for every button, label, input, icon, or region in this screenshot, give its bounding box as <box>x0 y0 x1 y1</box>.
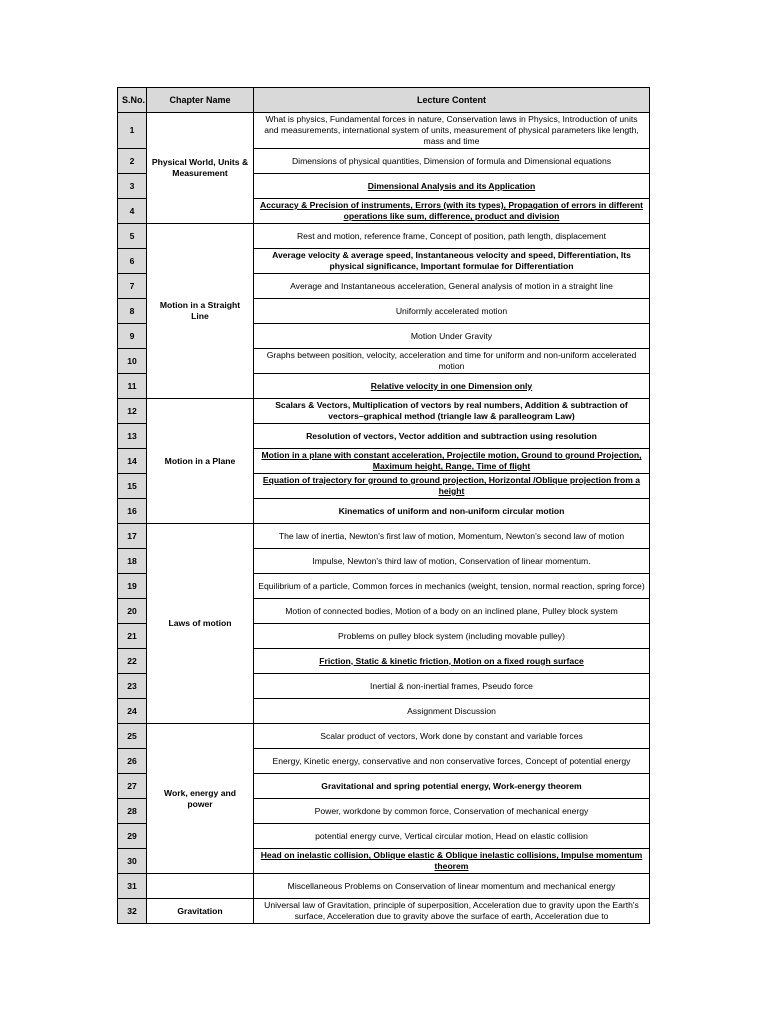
lecture-content: Scalars & Vectors, Multiplication of vectors by real numbers, Addition & subtraction of vectors–graphical method (triangle law & paralleogram Law) <box>254 399 650 424</box>
serial-number: 2 <box>118 149 147 174</box>
lecture-content: Miscellaneous Problems on Conservation of linear momentum and mechanical energy <box>254 874 650 899</box>
serial-number: 17 <box>118 524 147 549</box>
serial-number: 8 <box>118 299 147 324</box>
lecture-content: Problems on pulley block system (including movable pulley) <box>254 624 650 649</box>
serial-number: 22 <box>118 649 147 674</box>
serial-number: 3 <box>118 174 147 199</box>
lecture-content: Motion in a plane with constant acceleration, Projectile motion, Ground to ground Projection, Maximum height, Range, Time of flight <box>254 449 650 474</box>
serial-number: 30 <box>118 849 147 874</box>
serial-number: 1 <box>118 113 147 149</box>
lecture-content: Equilibrium of a particle, Common forces in mechanics (weight, tension, normal reaction, spring force) <box>254 574 650 599</box>
serial-number: 29 <box>118 824 147 849</box>
lecture-content: Power, workdone by common force, Conservation of mechanical energy <box>254 799 650 824</box>
serial-number: 13 <box>118 424 147 449</box>
serial-number: 20 <box>118 599 147 624</box>
serial-number: 24 <box>118 699 147 724</box>
lecture-content: Graphs between position, velocity, acceleration and time for uniform and non-uniform accelerated motion <box>254 349 650 374</box>
table-header <box>118 88 650 113</box>
lecture-content: Impulse, Newton's third law of motion, Conservation of linear momentum. <box>254 549 650 574</box>
lecture-content: Scalar product of vectors, Work done by constant and variable forces <box>254 724 650 749</box>
lecture-content: potential energy curve, Vertical circular motion, Head on elastic collision <box>254 824 650 849</box>
table-body <box>118 113 650 924</box>
lecture-content: Relative velocity in one Dimension only <box>254 374 650 399</box>
chapter-name: Work, energy and power <box>147 724 254 874</box>
serial-number: 5 <box>118 224 147 249</box>
lecture-content: The law of inertia, Newton's first law of motion, Momentum, Newton's second law of motion <box>254 524 650 549</box>
lecture-content: Average and Instantaneous acceleration, General analysis of motion in a straight line <box>254 274 650 299</box>
lecture-content: Rest and motion, reference frame, Concept of position, path length, displacement <box>254 224 650 249</box>
lecture-content: Friction, Static & kinetic friction, Motion on a fixed rough surface <box>254 649 650 674</box>
serial-number: 10 <box>118 349 147 374</box>
serial-number: 26 <box>118 749 147 774</box>
chapter-name: Motion in a Plane <box>147 399 254 524</box>
lecture-content: Resolution of vectors, Vector addition and subtraction using resolution <box>254 424 650 449</box>
serial-number: 18 <box>118 549 147 574</box>
lecture-content: Head on inelastic collision, Oblique elastic & Oblique inelastic collisions, Impulse momentum theorem <box>254 849 650 874</box>
serial-number: 12 <box>118 399 147 424</box>
lecture-content: Universal law of Gravitation, principle of superposition, Acceleration due to gravity upon the Earth's surface, Acceleration due to gravity above the surface of earth, Acceleration due to <box>254 899 650 924</box>
chapter-name: Gravitation <box>147 899 254 924</box>
table-row <box>118 524 650 549</box>
header-lecture-content: Lecture Content <box>254 88 650 113</box>
lecture-content: Uniformly accelerated motion <box>254 299 650 324</box>
table-row <box>118 724 650 749</box>
chapter-name: Motion in a Straight Line <box>147 224 254 399</box>
lecture-content: Accuracy & Precision of instruments, Errors (with its types), Propagation of errors in different operations like sum, difference, product and division <box>254 199 650 224</box>
header-row <box>118 88 650 113</box>
lecture-content: Inertial & non-inertial frames, Pseudo force <box>254 674 650 699</box>
chapter-name: Laws of motion <box>147 524 254 724</box>
serial-number: 31 <box>118 874 147 899</box>
serial-number: 27 <box>118 774 147 799</box>
table-row <box>118 399 650 424</box>
serial-number: 4 <box>118 199 147 224</box>
lecture-content: Equation of trajectory for ground to ground projection, Horizontal /Oblique projection from a height <box>254 474 650 499</box>
serial-number: 9 <box>118 324 147 349</box>
lecture-content: What is physics, Fundamental forces in nature, Conservation laws in Physics, Introduction of units and measurements, international system of units, measurement of physical parameters like length, mass and time <box>254 113 650 149</box>
table-row <box>118 224 650 249</box>
lecture-content: Assignment Discussion <box>254 699 650 724</box>
chapter-name: Physical World, Units & Measurement <box>147 113 254 224</box>
lecture-content: Energy, Kinetic energy, conservative and non conservative forces, Concept of potential energy <box>254 749 650 774</box>
serial-number: 19 <box>118 574 147 599</box>
serial-number: 6 <box>118 249 147 274</box>
lecture-content: Average velocity & average speed, Instantaneous velocity and speed, Differentiation, Its physical significance, Important formulae for Differentiation <box>254 249 650 274</box>
chapter-name <box>147 874 254 899</box>
header-chapter-name: Chapter Name <box>147 88 254 113</box>
header-sno: S.No. <box>118 88 147 113</box>
table-row <box>118 899 650 924</box>
serial-number: 15 <box>118 474 147 499</box>
lecture-content: Dimensional Analysis and its Application <box>254 174 650 199</box>
lecture-content: Dimensions of physical quantities, Dimension of formula and Dimensional equations <box>254 149 650 174</box>
lecture-content: Motion Under Gravity <box>254 324 650 349</box>
lecture-content: Kinematics of uniform and non-uniform circular motion <box>254 499 650 524</box>
serial-number: 7 <box>118 274 147 299</box>
serial-number: 11 <box>118 374 147 399</box>
serial-number: 21 <box>118 624 147 649</box>
syllabus-table <box>117 87 650 924</box>
lecture-content: Motion of connected bodies, Motion of a body on an inclined plane, Pulley block system <box>254 599 650 624</box>
serial-number: 28 <box>118 799 147 824</box>
serial-number: 32 <box>118 899 147 924</box>
serial-number: 16 <box>118 499 147 524</box>
table-row <box>118 113 650 149</box>
serial-number: 25 <box>118 724 147 749</box>
serial-number: 23 <box>118 674 147 699</box>
table-row <box>118 874 650 899</box>
lecture-content: Gravitational and spring potential energy, Work-energy theorem <box>254 774 650 799</box>
serial-number: 14 <box>118 449 147 474</box>
